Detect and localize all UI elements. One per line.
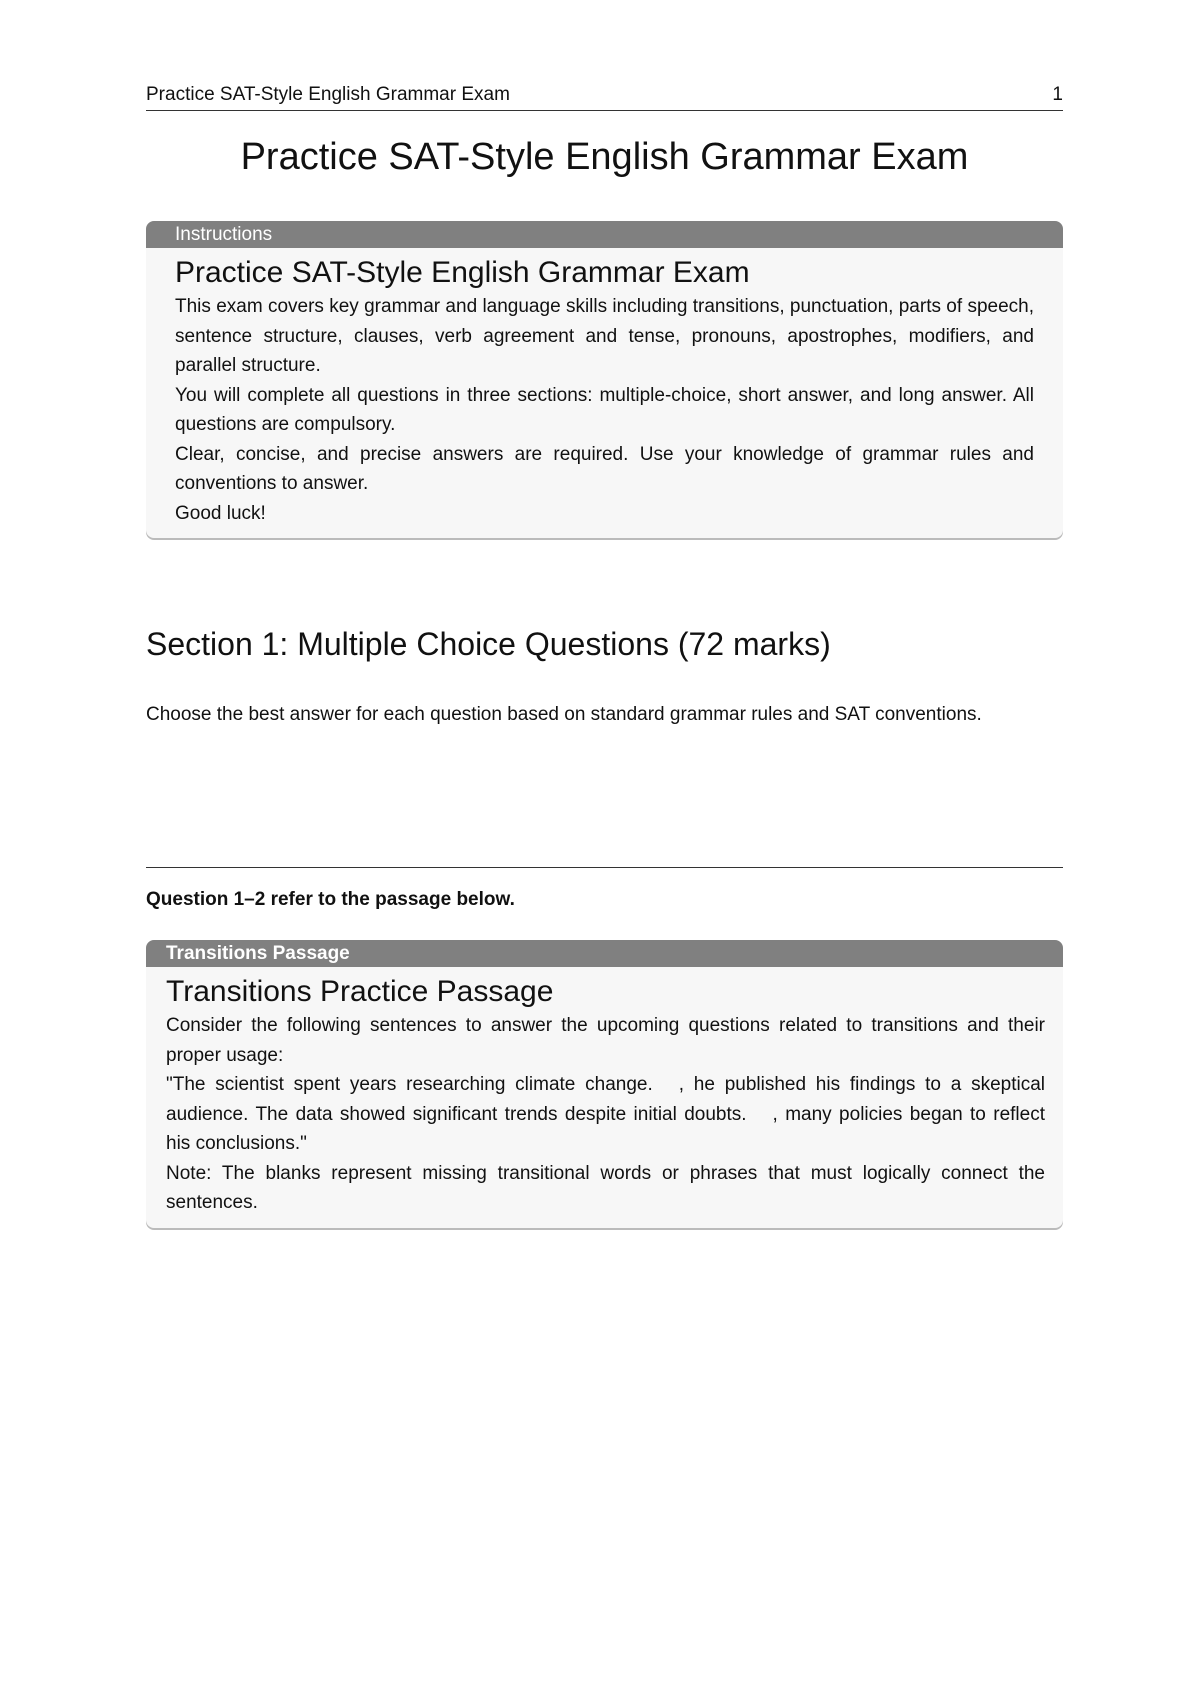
question-reference: Question 1–2 refer to the passage below. xyxy=(146,889,515,910)
instructions-paragraph: This exam covers key grammar and language skills including transitions, punctuation, parts of speech, sentence structure, clauses, verb agreement and tense, pronouns, apostrophes, modifiers, and parallel structure. xyxy=(175,296,1034,376)
passage-box xyxy=(146,940,1063,1228)
passage-label: Transitions Passage xyxy=(146,940,1063,967)
instructions-box xyxy=(146,221,1063,538)
instructions-heading: Practice SAT-Style English Grammar Exam xyxy=(175,256,750,289)
passage-heading: Transitions Practice Passage xyxy=(166,975,554,1008)
running-title: Practice SAT-Style English Grammar Exam xyxy=(146,84,510,105)
section-heading: Section 1: Multiple Choice Questions (72 marks) xyxy=(146,626,831,662)
quote-part: "The scientist spent years researching climate change. xyxy=(166,1074,653,1095)
quote-part: , many policies began to reflect his conclusions." xyxy=(166,1103,1045,1154)
quote-part: , he published his findings to a skeptical audience. The data showed significant trends despite initial doubts. xyxy=(166,1074,1045,1125)
instructions-paragraph: You will complete all questions in three sections: multiple-choice, short answer, and long answer. All questions are compulsory. xyxy=(175,384,1034,435)
page-number: 1 xyxy=(1052,84,1063,105)
page-title: Practice SAT-Style English Grammar Exam xyxy=(240,136,969,178)
instructions-label: Instructions xyxy=(146,221,1063,248)
passage-quote xyxy=(166,1070,1045,1159)
section-intro: Choose the best answer for each question based on standard grammar rules and SAT conventions. xyxy=(146,704,982,725)
passage-intro: Consider the following sentences to answer the upcoming questions related to transitions and their proper usage: xyxy=(166,1015,1045,1066)
instructions-paragraph: Clear, concise, and precise answers are required. Use your knowledge of grammar rules and conventions to answer. xyxy=(175,443,1034,494)
instructions-paragraph: Good luck! xyxy=(175,502,266,524)
running-header xyxy=(146,84,1063,111)
passage-note: Note: The blanks represent missing transitional words or phrases that must logically connect the sentences. xyxy=(166,1162,1045,1213)
divider xyxy=(146,867,1063,868)
